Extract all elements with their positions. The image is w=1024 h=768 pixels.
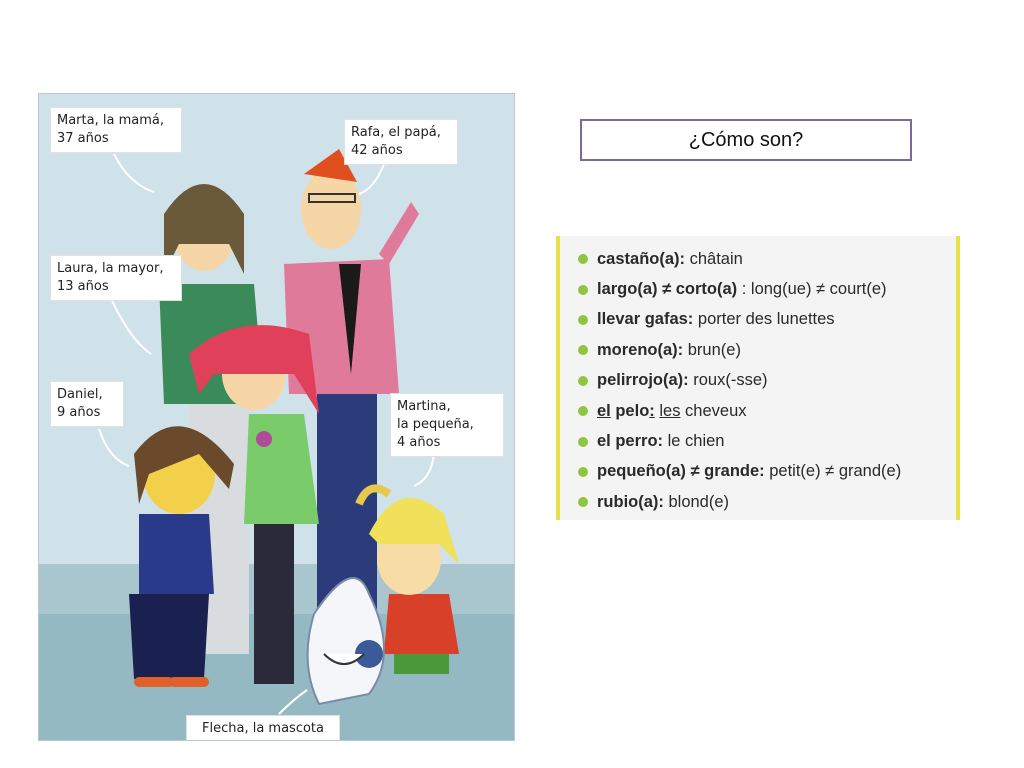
- label-marta-age: 37 años: [57, 131, 109, 146]
- vocab-term: el perro:: [597, 432, 664, 451]
- family-illustration: [38, 93, 515, 741]
- vocab-definition: brun(e): [683, 340, 741, 359]
- label-martina-age: 4 años: [397, 435, 441, 450]
- vocab-item: [578, 274, 942, 304]
- label-rafa-name: Rafa, el papá,: [351, 125, 441, 140]
- bullet-icon: [578, 315, 588, 325]
- vocab-definition: : long(ue) ≠ court(e): [737, 280, 887, 299]
- bullet-icon: [578, 467, 588, 477]
- vocab-term: largo(a) ≠ corto(a): [597, 280, 738, 299]
- vocab-item: [578, 457, 942, 487]
- vocab-term: rubio(a):: [597, 492, 664, 511]
- label-laura: [51, 256, 181, 300]
- label-martina-name: Martina,: [397, 399, 451, 414]
- vocab-item: [578, 396, 942, 426]
- label-marta-name: Marta, la mamá,: [57, 113, 164, 128]
- vocab-definition-article: les: [659, 401, 681, 420]
- vocab-item: [578, 426, 942, 456]
- title-box: [580, 119, 912, 161]
- vocab-term: pelirrojo(a):: [597, 371, 689, 390]
- vocab-colon: :: [649, 401, 655, 420]
- bullet-icon: [578, 254, 588, 264]
- label-rafa-age: 42 años: [351, 143, 403, 158]
- label-laura-age: 13 años: [57, 279, 109, 294]
- vocab-definition: le chien: [663, 432, 725, 451]
- label-marta: [51, 108, 181, 152]
- vocab-item: [578, 244, 942, 274]
- bullet-icon: [578, 406, 588, 416]
- vocab-definition: roux(-sse): [688, 371, 768, 390]
- vocab-term: castaño(a):: [597, 249, 686, 268]
- vocab-definition: porter des lunettes: [693, 310, 835, 329]
- label-daniel-age: 9 años: [57, 405, 101, 420]
- bullet-icon: [578, 376, 588, 386]
- label-daniel: [51, 382, 123, 426]
- label-daniel-name: Daniel,: [57, 387, 103, 402]
- vocab-definition: petit(e) ≠ grand(e): [764, 462, 902, 481]
- page-title: ¿Cómo son?: [688, 128, 804, 151]
- label-martina: [391, 394, 503, 456]
- vocab-item: [578, 366, 942, 396]
- vocab-definition: blond(e): [663, 492, 730, 511]
- bullet-icon: [578, 497, 588, 507]
- bullet-icon: [578, 437, 588, 447]
- vocab-definition: cheveux: [680, 401, 747, 420]
- vocabulary-panel: [556, 236, 960, 520]
- bullet-icon: [578, 345, 588, 355]
- vocab-term-article: el: [597, 401, 611, 420]
- label-rafa: [345, 120, 457, 164]
- vocab-term: llevar gafas:: [597, 310, 694, 329]
- label-laura-name: Laura, la mayor,: [57, 261, 164, 276]
- bullet-icon: [578, 285, 588, 295]
- vocab-term: pelo: [610, 401, 650, 420]
- label-martina-role: la pequeña,: [397, 417, 474, 432]
- vocab-item: [578, 335, 942, 365]
- vocab-definition: châtain: [685, 249, 743, 268]
- vocab-term: pequeño(a) ≠ grande:: [597, 462, 765, 481]
- vocab-item: [578, 487, 942, 517]
- vocab-item: [578, 305, 942, 335]
- label-flecha: Flecha, la mascota: [187, 716, 339, 741]
- vocab-term: moreno(a):: [597, 340, 684, 359]
